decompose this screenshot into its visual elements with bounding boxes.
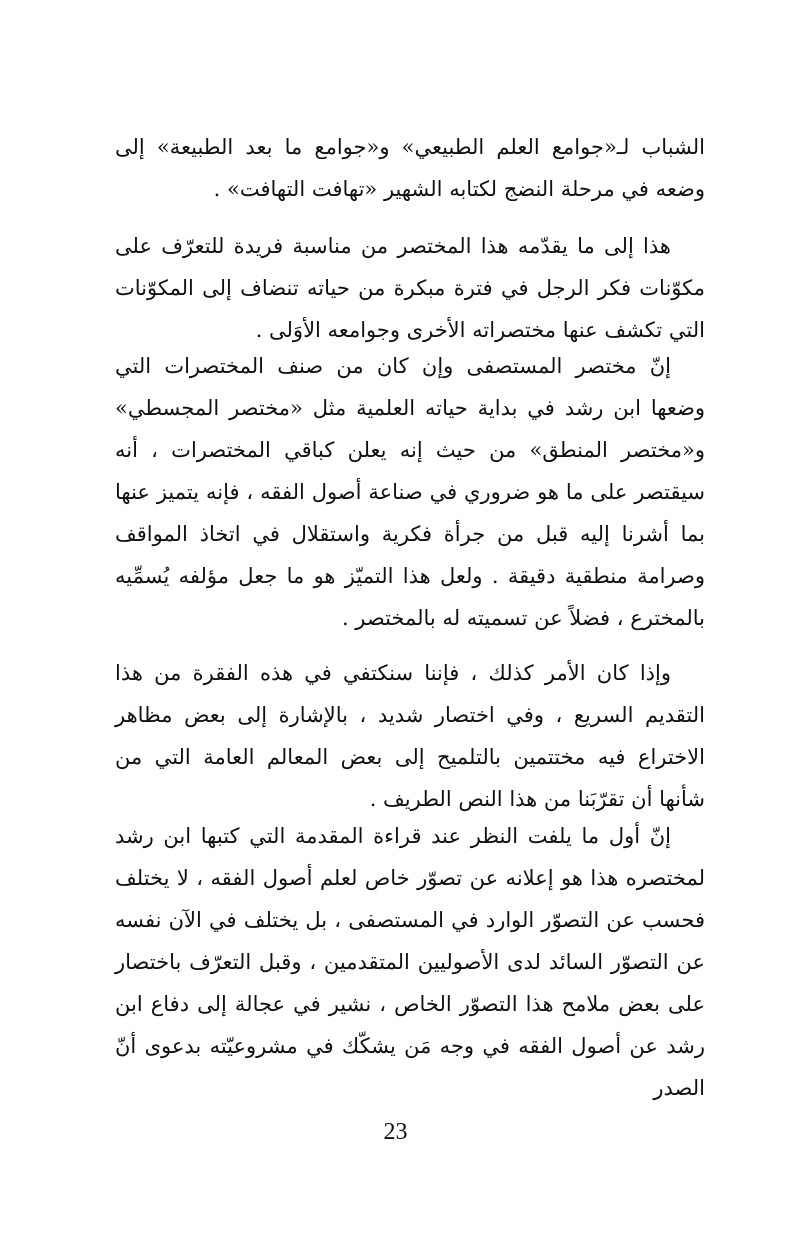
paragraph-continuation [115, 126, 705, 210]
paragraph-text: إنّ مختصر المستصفى وإن كان من صنف المختصرات التي وضعها ابن رشد في بداية حياته العلمية مثل «مختصر المجسطي» و«مختصر المنطق» من حيث إنه يعلن كباقي المختصرات ، أنه سيقتصر على ما هو ضروري في صناعة أصول الفقه ، فإنه يتميز عنها بما أشرنا إليه قبل من جرأة فكرية واستقلال في اتخاذ المواقف وصرامة منطقية دقيقة . ولعل هذا التميّز هو ما جعل مؤلفه يُسمِّيه بالمخترع ، فضلاً عن تسميته له بالمختصر . [115, 354, 706, 630]
paragraph-text: هذا إلى ما يقدّمه هذا المختصر من مناسبة فريدة للتعرّف على مكوّنات فكر الرجل في فترة مبكرة من حياته تنضاف إلى المكوّنات التي تكشف عنها مختصراته الأخرى وجوامعه الأوَلى . [115, 234, 705, 342]
paragraph-text: وإذا كان الأمر كذلك ، فإننا سنكتفي في هذه الفقرة من هذا التقديم السريع ، وفي اختصار شديد ، بالإشارة إلى بعض مظاهر الاختراع فيه مختتمين بالتلميح إلى بعض المعالم العامة التي من شأنها أن تقرّبَنا من هذا النص الطريف . [115, 661, 705, 811]
paragraph [115, 225, 705, 351]
paragraph [115, 652, 705, 820]
paragraph-text: إنّ أول ما يلفت النظر عند قراءة المقدمة التي كتبها ابن رشد لمختصره هذا هو إعلانه عن تصوّر خاص لعلم أصول الفقه ، لا يختلف فحسب عن التصوّر الوارد في المستصفى ، بل يختلف في الآن نفسه عن التصوّر السائد لدى الأصوليين المتقدمين ، وقبل التعرّف باختصار على بعض ملامح هذا التصوّر الخاص ، نشير في عجالة إلى دفاع ابن رشد عن أصول الفقه في وجه مَن يشكّك في مشروعيّته بدعوى أنّ الصدر [115, 824, 705, 1100]
page-number: 23 [383, 1119, 408, 1145]
paragraph [115, 345, 705, 639]
paragraph-text: الشباب لـ«جوامع العلم الطبيعي» و«جوامع ما بعد الطبيعة» إلى وضعه في مرحلة النضج لكتابه الشهير «تهافت التهافت» . [115, 135, 705, 201]
paragraph [115, 815, 705, 1109]
